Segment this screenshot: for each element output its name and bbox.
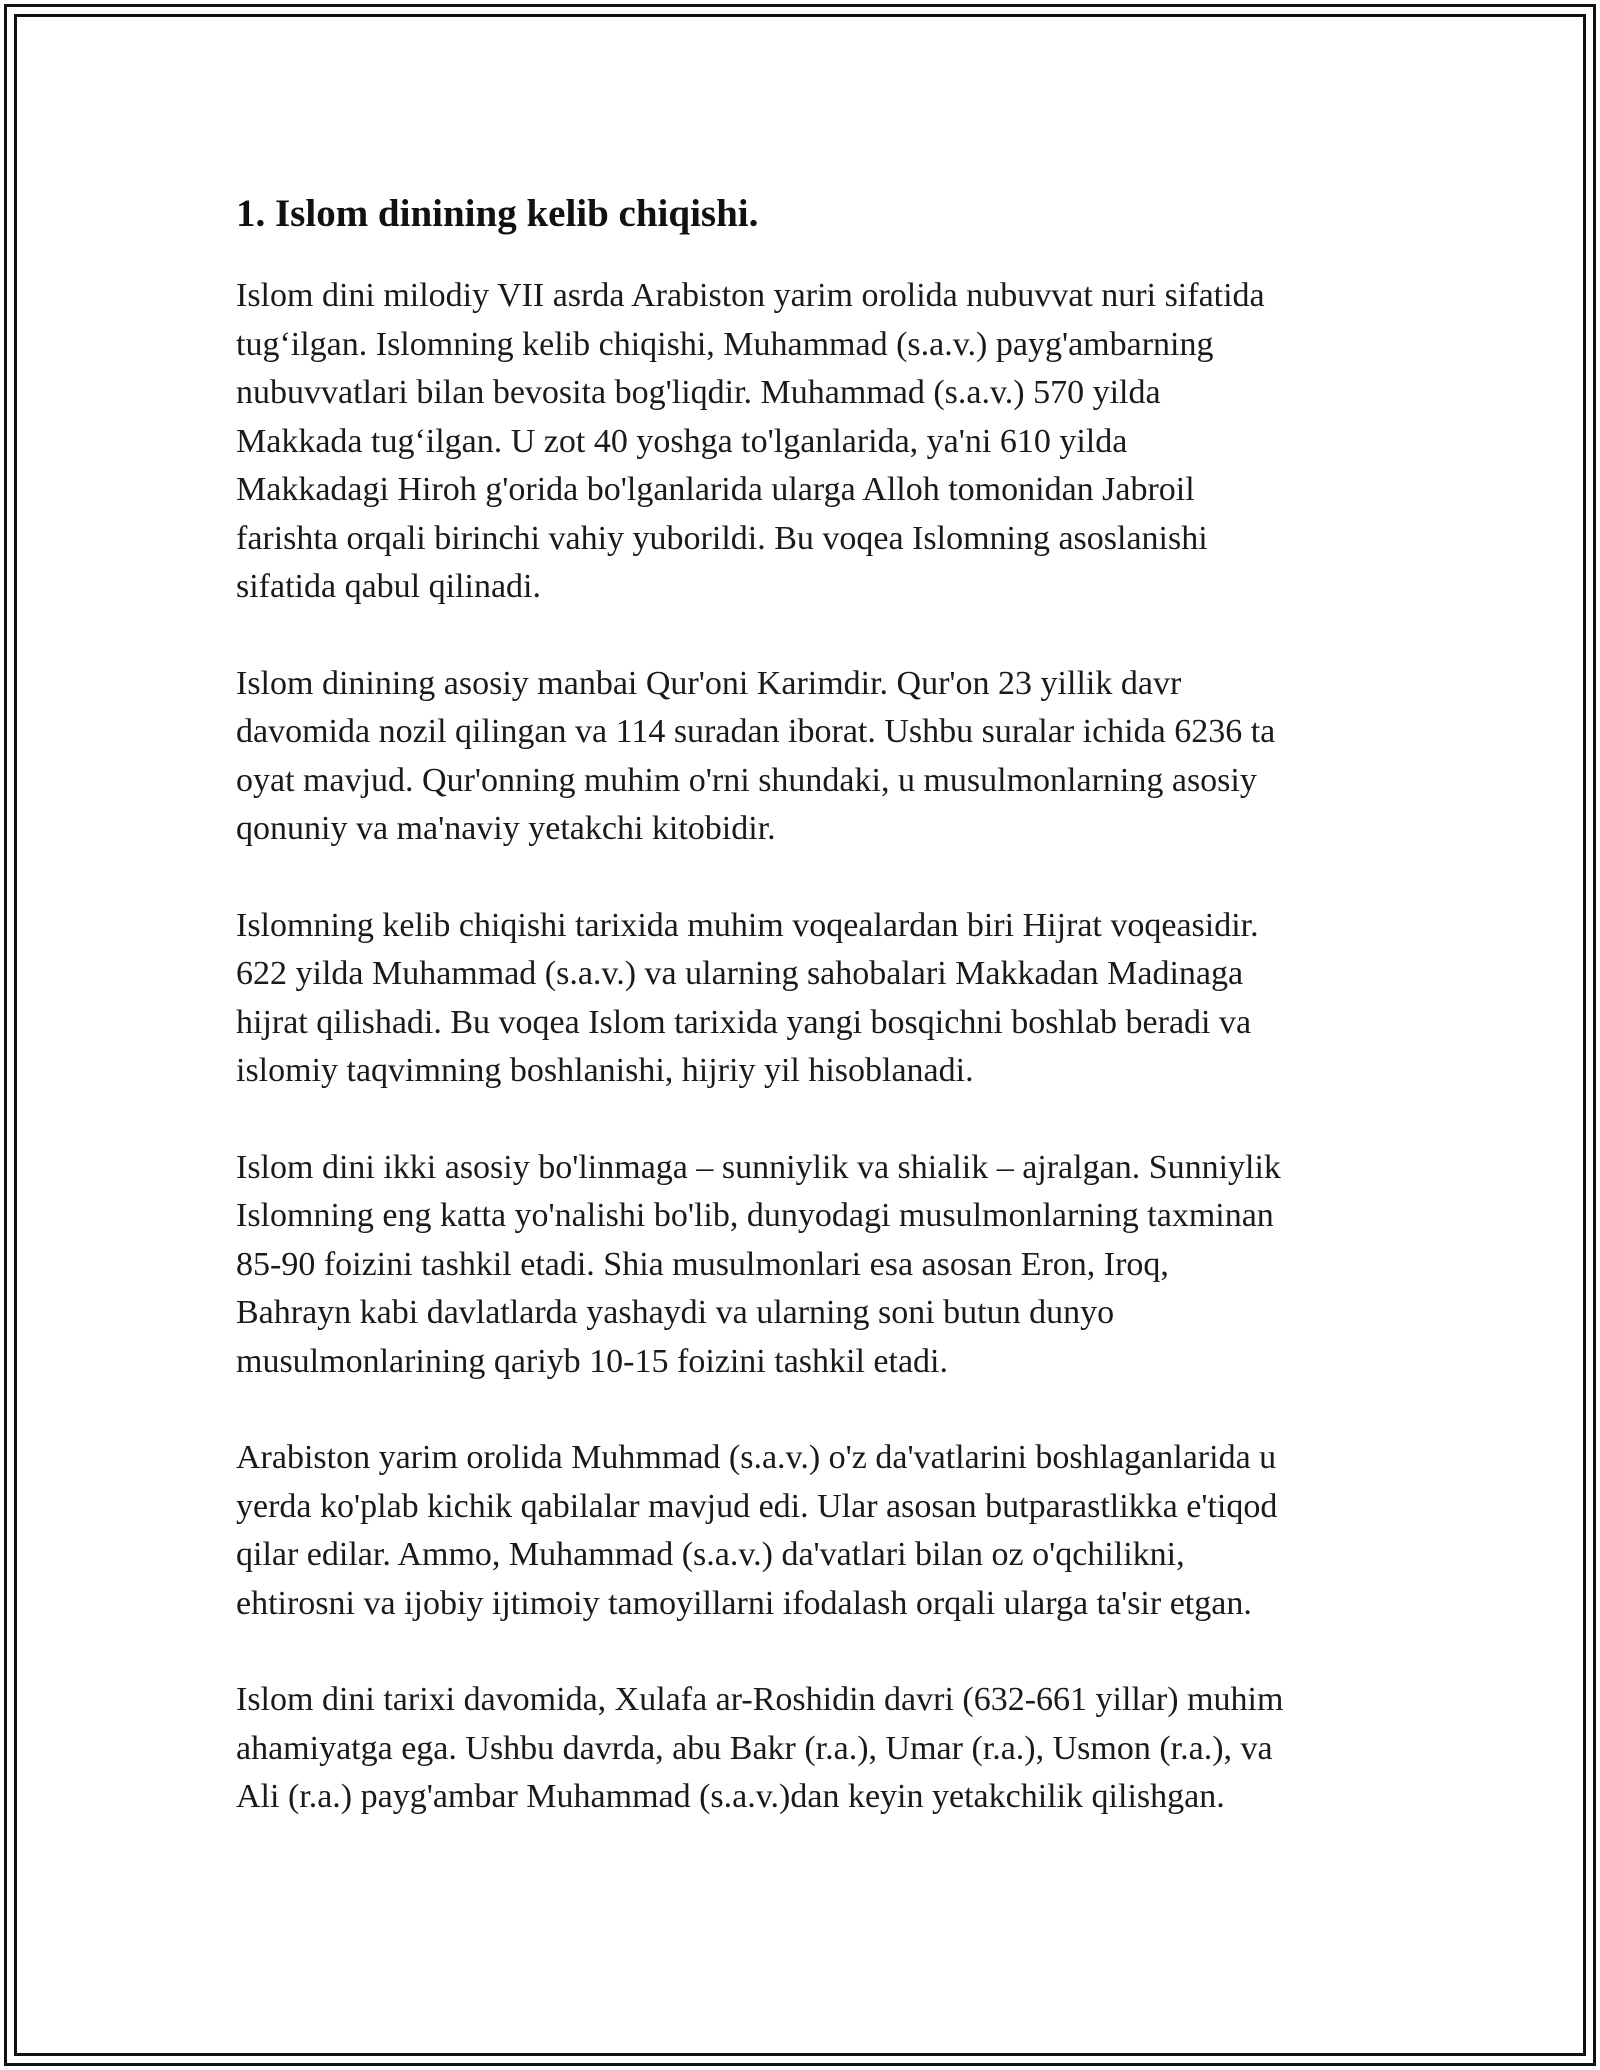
section-heading: 1. Islom dinining kelib chiqishi. bbox=[236, 192, 759, 235]
paragraph-line: Islomning kelib chiqishi tarixida muhim voqealardan biri Hijrat voqeasidir. bbox=[236, 906, 1259, 944]
paragraph-line: tug‘ilgan. Islomning kelib chiqishi, Muhammad (s.a.v.) payg'ambarning bbox=[236, 325, 1214, 363]
paragraph-arabia bbox=[236, 1434, 1376, 1628]
paragraph-line: sifatida qabul qilinadi. bbox=[236, 568, 541, 605]
paragraph-line: oyat mavjud. Qur'onning muhim o'rni shundaki, u musulmonlarning asosiy bbox=[236, 761, 1257, 799]
paragraph-branches bbox=[236, 1144, 1376, 1387]
paragraph-line: Islomning eng katta yo'nalishi bo'lib, dunyodagi musulmonlarning taxminan bbox=[236, 1197, 1274, 1234]
paragraph-line: Islom dinining asosiy manbai Qur'oni Karimdir. Qur'on 23 yillik davr bbox=[236, 664, 1182, 702]
paragraph-line: musulmonlarining qariyb 10-15 foizini tashkil etadi. bbox=[236, 1342, 948, 1380]
paragraph-caliphs bbox=[236, 1676, 1376, 1822]
paragraph-line: 85-90 foizini tashkil etadi. Shia musulmonlari esa asosan Eron, Iroq, bbox=[236, 1245, 1169, 1283]
paragraph-line: Islom dini milodiy VII asrda Arabiston yarim orolida nubuvvat nuri sifatida bbox=[236, 277, 1265, 314]
paragraph-line: ehtirosni va ijobiy ijtimoiy tamoyillarni ifodalash orqali ularga ta'sir etgan. bbox=[236, 1584, 1252, 1622]
document-body bbox=[236, 186, 1376, 1870]
paragraph-line: Makkada tug‘ilgan. U zot 40 yoshga to'lganlarida, ya'ni 610 yilda bbox=[236, 422, 1128, 460]
paragraph-line: islomiy taqvimning boshlanishi, hijriy yil hisoblanadi. bbox=[236, 1052, 974, 1089]
paragraph-line: yerda ko'plab kichik qabilalar mavjud edi. Ular asosan butparastlikka e'tiqod bbox=[236, 1487, 1278, 1525]
paragraph-line: Islom dini ikki asosiy bo'linmaga – sunniylik va shialik – ajralgan. Sunniylik bbox=[236, 1148, 1281, 1186]
paragraph-line: Arabiston yarim orolida Muhmmad (s.a.v.) o'z da'vatlarini boshlaganlarida u bbox=[236, 1439, 1277, 1476]
paragraph-line: davomida nozil qilingan va 114 suradan iborat. Ushbu suralar ichida 6236 ta bbox=[236, 713, 1276, 750]
paragraph-line: Makkadagi Hiroh g'orida bo'lganlarida ularga Alloh tomonidan Jabroil bbox=[236, 471, 1195, 508]
paragraph-line: Ali (r.a.) payg'ambar Muhammad (s.a.v.)dan keyin yetakchilik qilishgan. bbox=[236, 1778, 1225, 1815]
paragraph-line: qilar edilar. Ammo, Muhammad (s.a.v.) da'vatlari bilan oz o'qchilikni, bbox=[236, 1536, 1185, 1573]
paragraph-quran bbox=[236, 660, 1376, 854]
paragraph-line: Bahrayn kabi davlatlarda yashaydi va ularning soni butun dunyo bbox=[236, 1294, 1115, 1331]
paragraph-line: qonuniy va ma'naviy yetakchi kitobidir. bbox=[236, 810, 776, 847]
paragraph-line: Islom dini tarixi davomida, Xulafa ar-Roshidin davri (632-661 yillar) muhim bbox=[236, 1681, 1284, 1718]
paragraph-hijrat bbox=[236, 902, 1376, 1096]
paragraph-origin bbox=[236, 272, 1376, 612]
paragraph-line: hijrat qilishadi. Bu voqea Islom tarixida yangi bosqichni boshlab beradi va bbox=[236, 1003, 1252, 1041]
paragraph-line: farishta orqali birinchi vahiy yuborildi. Bu voqea Islomning asoslanishi bbox=[236, 519, 1208, 557]
paragraph-line: nubuvvatlari bilan bevosita bog'liqdir. Muhammad (s.a.v.) 570 yilda bbox=[236, 374, 1161, 411]
paragraph-line: ahamiyatga ega. Ushbu davrda, abu Bakr (r.a.), Umar (r.a.), Usmon (r.a.), va bbox=[236, 1729, 1273, 1767]
paragraph-line: 622 yilda Muhammad (s.a.v.) va ularning sahobalari Makkadan Madinaga bbox=[236, 955, 1244, 992]
